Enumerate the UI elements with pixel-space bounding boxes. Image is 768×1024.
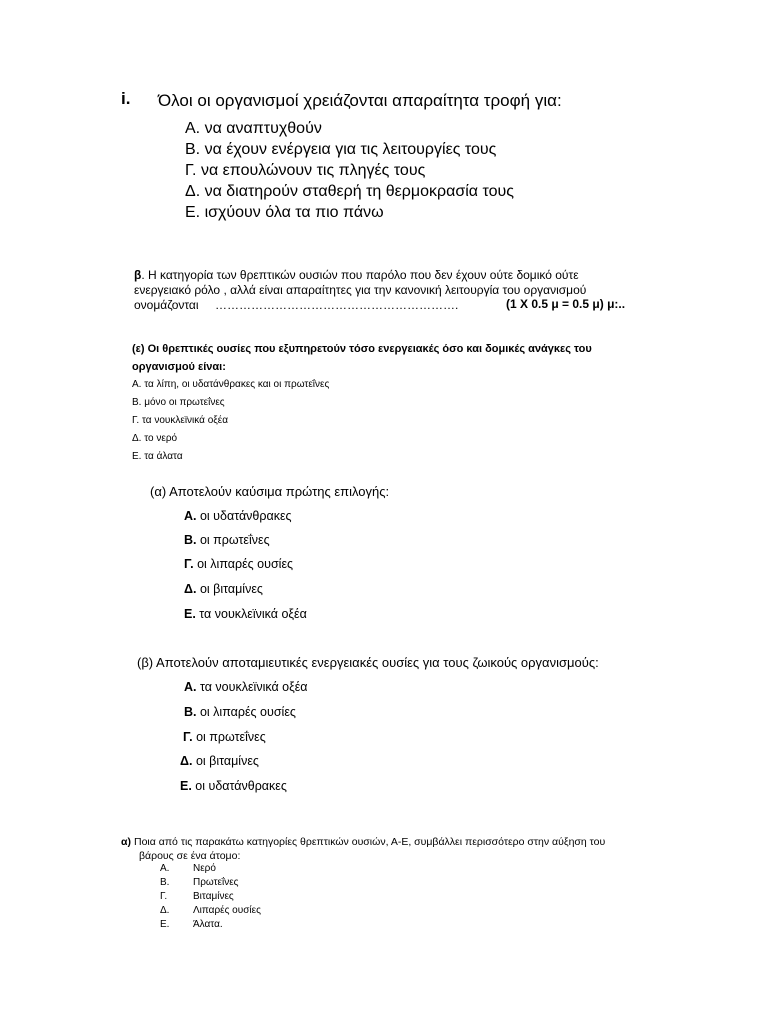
answer-blank: ……………………………………………………. (215, 298, 459, 312)
option-letter: Ε. (184, 607, 196, 621)
option-c: Γ. να επουλώνουν τις πληγές τους (185, 162, 426, 179)
option-text: οι υδατάνθρακες (191, 779, 287, 793)
option-text: Λιπαρές ουσίες (193, 905, 261, 916)
option-text: οι υδατάνθρακες (196, 509, 292, 523)
option-e: Ε. τα άλατα (132, 451, 183, 462)
option-letter: Α. (184, 509, 197, 523)
option-letter: Ε. (180, 779, 192, 793)
option-text: οι πρωτεΐνες (196, 533, 270, 547)
option-e (184, 607, 307, 621)
option-text: τα νουκλεϊνικά οξέα (196, 680, 308, 694)
option-a: Α. τα λίπη, οι υδατάνθρακες και οι πρωτεΐνες (132, 379, 330, 390)
question-line (134, 268, 579, 282)
option-b (184, 705, 296, 719)
marks-allocation: (1 Χ 0.5 μ = 0.5 μ) μ:.. (506, 297, 626, 311)
question-stem: οργανισμού είναι: (132, 361, 226, 373)
option-text: οι λιπαρές ουσίες (193, 557, 294, 571)
option-e: Ε. ισχύουν όλα τα πιο πάνω (185, 204, 384, 221)
question-stem: Όλοι οι οργανισμοί χρειάζονται απαραίτητα τροφή για: (158, 91, 562, 110)
option-letter: Β. (160, 877, 170, 888)
question-stem: (ε) Οι θρεπτικές ουσίες που εξυπηρετούν τόσο ενεργειακές όσο και δομικές ανάγκες του (132, 343, 592, 355)
option-letter: Ε. (160, 919, 170, 930)
question-line: ενεργειακό ρόλο , αλλά είναι απαραίτητες για την κανονική λειτουργία του οργανισμού (134, 283, 587, 297)
option-letter: Γ. (160, 891, 168, 902)
question-line: ονομάζονται (134, 298, 199, 312)
option-d (180, 754, 259, 768)
option-text: Πρωτεΐνες (193, 877, 239, 888)
option-c (183, 730, 266, 744)
option-b (184, 533, 270, 547)
option-text: οι πρωτεΐνες (192, 730, 266, 744)
option-d (184, 582, 263, 596)
option-d: Δ. το νερό (132, 433, 178, 444)
option-letter: Β. (184, 533, 197, 547)
option-b: Β. μόνο οι πρωτεΐνες (132, 397, 225, 408)
option-letter: Δ. (160, 905, 170, 916)
option-a (184, 680, 308, 694)
option-text: Βιταμίνες (193, 891, 234, 902)
option-text: οι βιταμίνες (192, 754, 259, 768)
question-number: i. (121, 89, 131, 108)
question-stem: (β) Αποτελούν αποταμιευτικές ενεργειακές ουσίες για τους ζωικούς οργανισμούς: (137, 655, 599, 670)
option-letter: Δ. (184, 582, 197, 596)
option-c (184, 557, 293, 571)
option-c: Γ. τα νουκλεϊνικά οξέα (132, 415, 228, 426)
question-label: β (134, 268, 142, 282)
option-text: οι βιταμίνες (196, 582, 263, 596)
option-text: τα νουκλεϊνικά οξέα (195, 607, 307, 621)
option-e (180, 779, 287, 793)
option-text: οι λιπαρές ουσίες (196, 705, 296, 719)
option-text: Νερό (193, 863, 216, 874)
question-stem: Ποια από τις παρακάτω κατηγορίες θρεπτικών ουσιών, Α-Ε, συμβάλλει περισσότερο στην αύξηση του (134, 836, 606, 848)
option-letter: Γ. (183, 730, 193, 744)
option-d: Δ. να διατηρούν σταθερή τη θερμοκρασία τους (185, 183, 514, 200)
option-a: Α. να αναπτυχθούν (185, 120, 322, 137)
question-stem: (α) Αποτελούν καύσιμα πρώτης επιλογής: (150, 484, 390, 499)
option-letter: Γ. (184, 557, 194, 571)
option-letter: Β. (184, 705, 197, 719)
option-text: Άλατα. (193, 919, 223, 930)
question-stem: βάρους σε ένα άτομο: (139, 850, 241, 862)
option-letter: Α. (184, 680, 197, 694)
question-label: α) (121, 836, 131, 848)
question-text: . Η κατηγορία των θρεπτικών ουσιών που παρόλο που δεν έχουν ούτε δομικό ούτε (141, 268, 579, 282)
option-b: Β. να έχουν ενέργεια για τις λειτουργίες τους (185, 141, 497, 158)
option-letter: Α. (160, 863, 170, 874)
option-a (184, 509, 292, 523)
option-letter: Δ. (180, 754, 193, 768)
